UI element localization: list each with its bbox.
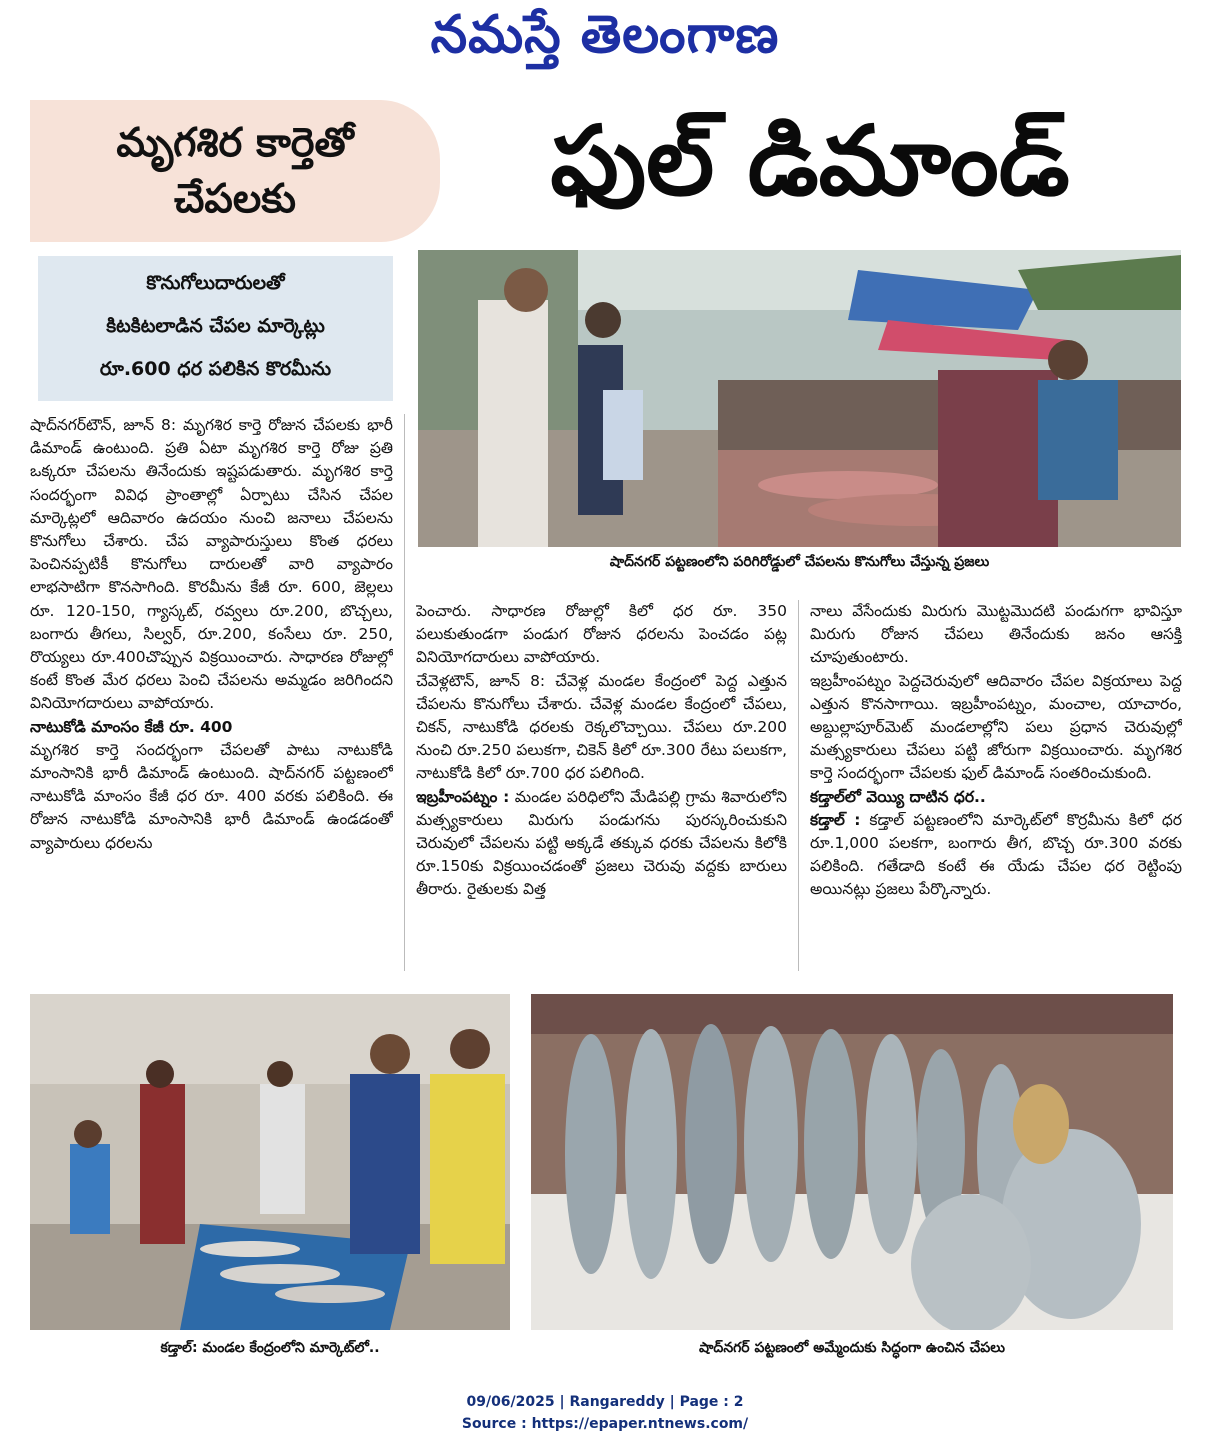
- article-column-2: [416, 600, 787, 971]
- caption-bottom-right: షాద్‌నగర్ పట్టణంలో అమ్మేందుకు సిద్ధంగా ఉంచిన చేపలు: [699, 1340, 1005, 1356]
- article-column-3: [810, 600, 1182, 971]
- kicker-box: [30, 100, 440, 242]
- article-dateline: ఇబ్రహీంపట్నం :: [416, 787, 510, 806]
- subhead-1: కొనుగోలుదారులతో: [146, 272, 285, 294]
- article-paragraph: నాలు వేసేందుకు మిరుగు మొట్టమొదటి పండుగగా భావిస్తూ మిరుగు రోజున చేపలు తినేందుకు జనం ఆసక్తి చూపుతుంటారు.: [810, 602, 1182, 667]
- caption-top-photo: షాద్‌నగర్ పట్టణంలోని పరిగిరోడ్డులో చేపలను కొనుగోలు చేస్తున్న ప్రజలు: [609, 554, 990, 570]
- article-paragraph: మృగశిర కార్తె సందర్భంగా చేపలతో పాటు నాటుకోడి మాంసానికి భారీ డిమాండ్ ఉంటుంది. షాద్‌నగర్ పట్టణంలో నాటుకోడి మాంసం కేజీ ధర రూ. 400 వరకు పలికింది. ఈ రోజున నాటుకోడి మాంసానికి భారీ డిమాండ్ ఉండడంతో వ్యాపారులు ధరలను: [30, 740, 393, 852]
- photo-fish-market-street: [418, 250, 1181, 547]
- article-paragraph: చేవెళ్లటౌన్, జూన్ 8: చేవెళ్ల మండల కేంద్రంలో పెద్ద ఎత్తున చేపలను కొనుగోలు చేశారు. చేవెళ్ల మండల కేంద్రంలో చేపలు, చికన్, నాటుకోడి ధరలకు రెక్కలొచ్చాయి. చేపలు రూ.200 నుంచి రూ.250 పలుకగా, చికెన్ కిలో రూ.300 రేటు పలుకగా, నాటుకోడి కిలో రూ.700 ధర పలిగింది.: [416, 671, 787, 783]
- article-dateline: కడ్తాల్ :: [810, 810, 861, 829]
- article-column-1: [30, 414, 393, 971]
- article-subheading: కడ్తాల్‌లో వెయ్యి దాటిన ధర..: [810, 787, 986, 806]
- column-divider: [404, 414, 405, 971]
- column-divider: [798, 600, 799, 971]
- subheads-box: [38, 256, 393, 401]
- photo-fish-ready-for-sale: [531, 994, 1173, 1330]
- caption-bottom-left: కడ్తాల్: మండల కేంద్రంలోని మార్కెట్‌లో..: [160, 1340, 380, 1356]
- kicker-line-2: చేపలకు: [174, 176, 296, 222]
- article-paragraph: కడ్తాల్ పట్టణంలోని మార్కెట్‌లో కొర్రమీను కిలో ధర రూ.1,000 పలకగా, బంగారు తీగ, బొచ్చ రూ.300 వరకు పలికింది. గతేడాది కంటే ఈ యేడు చేపల ధర రెట్టింపు అయినట్లు ప్రజలు పేర్కొన్నారు.: [810, 810, 1182, 899]
- footer-date-edition: 09/06/2025 | Rangareddy | Page : 2: [466, 1394, 744, 1410]
- photo-kadthal-market: [30, 994, 510, 1330]
- article-paragraph: మండల పరిధిలోని మేడిపల్లి గ్రామ శివారులోని మత్స్యకారులు మిరుగు పండుగను పురస్కరించుకుని చెరువులో చేపలను పట్టి అక్కడే తక్కువ ధరకు చేపలను కిలోకి రూ.150కు విక్రయించడంతో ప్రజలు చెరువు వద్దకు బారులు తీరారు. రైతులకు విత్త: [416, 787, 787, 899]
- subhead-2: కిటకిటలాడిన చేపల మార్కెట్లు: [106, 315, 325, 337]
- article-paragraph: షాద్‌నగర్‌టౌన్, జూన్ 8: మృగశిర కార్తె రోజున చేపలకు భారీ డిమాండ్ ఉంటుంది. ప్రతి ఏటా మృగశిర కార్తె రోజు ప్రతి ఒక్కరూ చేపలను తినేందుకు ఇష్టపడుతారు. మృగశిర కార్తె సందర్భంగా వివిధ ప్రాంతాల్లో ఏర్పాటు చేసిన చేపల మార్కెట్లలో ఆదివారం ఉదయం నుంచి జనాలు చేపలను కొనుగోలు చేశారు. చేప వ్యాపారుస్తులు కొంత ధరలు పెంచినప్పటికీ కొనుగోలు దారులతో వారి వ్యాపారం లాభసాటిగా కొనసాగింది. కొరమీను కేజీ రూ. 600, జెల్లలు రూ. 120-150, గ్యాస్కట్, రవ్వలు రూ.200, బొచ్చలు, బంగారు తీగలు, సిల్వర్, రూ.200, కంసేలు రూ. 250, రొయ్యలు రూ.400చొప్పున విక్రయించారు. సాధారణ రోజుల్లో కంటే కొంత మేర ధరలు పెంచి చేపలను అమ్మడం జరిగిందని వినియోగదారులు వాపోయారు.: [30, 416, 393, 713]
- headline: ఫుల్ డిమాండ్: [550, 105, 1070, 217]
- footer-source-link[interactable]: Source : https://epaper.ntnews.com/: [461, 1416, 749, 1432]
- kicker-line-1: మృగశిర కార్తెతో: [116, 120, 354, 166]
- article-paragraph: ఇబ్రహీంపట్నం పెద్దచెరువులో ఆదివారం చేపల విక్రయాలు పెద్ద ఎత్తున కొనసాగాయి. ఇబ్రహీంపట్నం, మంచాల, యాచారం, అబ్దుల్లాపూర్‌మెట్ మండలాల్లోని పలు ప్రధాన చెరువుల్లో మత్స్యకారులు చేపలు పట్టి జోరుగా విక్రయించారు. మృగశిర కార్తె సందర్భంగా చేపలకు ఫుల్ డిమాండ్ సంతరించుకుంది.: [810, 671, 1182, 783]
- article-subheading: నాటుకోడి మాంసం కేజీ రూ. 400: [30, 717, 233, 736]
- article-paragraph: పెంచారు. సాధారణ రోజుల్లో కిలో ధర రూ. 350 పలుకుతుండగా పండుగ రోజున ధరలను పెంచడం పట్ల వినియోగదారులు వాపోయారు.: [416, 602, 787, 667]
- newspaper-masthead: నమస్తే తెలంగాణ: [430, 4, 780, 65]
- subhead-3: రూ.600 ధర పలికిన కొరమీను: [99, 358, 332, 380]
